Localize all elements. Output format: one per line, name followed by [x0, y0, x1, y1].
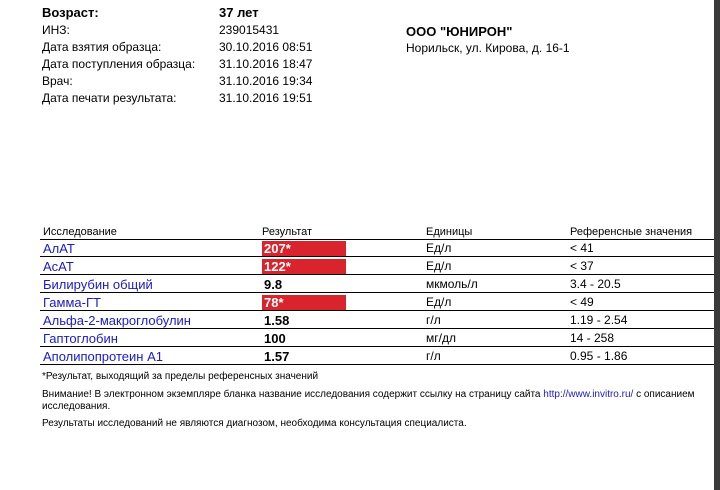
row-divider — [40, 310, 714, 311]
doctor-label: Врач: — [42, 74, 73, 88]
result-value — [262, 331, 346, 346]
attention-prefix: Внимание! В электронном экземпляре бланка название исследования содержит ссылку на страницу сайта — [42, 389, 544, 400]
attention-suffix: с описанием — [633, 389, 695, 400]
units-value: Ед/л — [426, 295, 452, 309]
sample-taken-label: Дата взятия образца: — [42, 40, 162, 54]
result-value — [262, 259, 346, 274]
reference-value: 14 - 258 — [570, 331, 615, 345]
row-divider — [40, 292, 714, 293]
result-text: 9.8 — [264, 277, 283, 292]
test-name-link[interactable]: Билирубин общий — [43, 277, 153, 292]
row-divider — [40, 346, 714, 347]
cut-off-header-line — [0, 0, 714, 3]
units-value: мкмоль/л — [426, 277, 478, 291]
table-header — [40, 225, 714, 239]
table-row — [40, 312, 714, 329]
result-value — [262, 277, 346, 292]
table-row — [40, 240, 714, 257]
inz-label: ИНЗ: — [42, 23, 70, 37]
result-value — [262, 313, 346, 328]
doctor-value: 31.10.2016 19:34 — [219, 74, 313, 88]
row-divider — [40, 364, 714, 365]
sample-received-label: Дата поступления образца: — [42, 57, 196, 71]
table-row — [40, 258, 714, 275]
table-row — [40, 348, 714, 365]
footnote: *Результат, выходящий за пределы референсных значений — [42, 371, 319, 382]
row-divider — [40, 256, 714, 257]
test-name-link[interactable]: АсАТ — [43, 259, 74, 274]
result-value — [262, 295, 346, 310]
table-row — [40, 276, 714, 293]
result-text: 1.57 — [264, 349, 290, 364]
reference-value: 1.19 - 2.54 — [570, 313, 628, 327]
result-text: 78* — [264, 295, 284, 310]
print-date-value: 31.10.2016 19:51 — [219, 91, 313, 105]
units-value: г/л — [426, 313, 441, 327]
test-name-link[interactable]: АлАТ — [43, 241, 75, 256]
result-text: 122* — [264, 259, 291, 274]
lab-address: Норильск, ул. Кирова, д. 16-1 — [406, 41, 570, 55]
header-result: Результат — [262, 226, 313, 238]
print-date-label: Дата печати результата: — [42, 91, 177, 105]
table-row — [40, 294, 714, 311]
reference-value: < 41 — [570, 241, 594, 255]
header-units: Единицы — [426, 226, 473, 238]
row-divider — [40, 274, 714, 275]
header-reference: Референсные значения — [570, 226, 693, 238]
row-divider — [40, 328, 714, 329]
header-test: Исследование — [43, 226, 117, 238]
sample-taken-value: 30.10.2016 08:51 — [219, 40, 313, 54]
sample-received-value: 31.10.2016 18:47 — [219, 57, 313, 71]
result-value — [262, 349, 346, 364]
result-text: 1.58 — [264, 313, 290, 328]
test-name-link[interactable]: Гаптоглобин — [43, 331, 118, 346]
attention-note-line2: исследования. — [42, 401, 111, 412]
lab-name: ООО "ЮНИРОН" — [406, 24, 513, 39]
units-value: г/л — [426, 349, 441, 363]
result-text: 100 — [264, 331, 286, 346]
invitro-link[interactable]: http://www.invitro.ru/ — [543, 389, 634, 400]
table-row — [40, 330, 714, 347]
units-value: Ед/л — [426, 241, 452, 255]
test-name-link[interactable]: Альфа-2-макроглобулин — [43, 313, 191, 328]
result-text: 207* — [264, 241, 291, 256]
attention-note — [42, 389, 695, 400]
reference-value: < 49 — [570, 295, 594, 309]
test-name-link[interactable]: Аполипопротеин А1 — [43, 349, 163, 364]
age-value: 37 лет — [219, 5, 259, 20]
reference-value: 0.95 - 1.86 — [570, 349, 628, 363]
age-label: Возраст: — [42, 5, 99, 20]
test-name-link[interactable]: Гамма-ГТ — [43, 295, 101, 310]
result-value — [262, 241, 346, 256]
disclaimer: Результаты исследований не являются диагнозом, необходима консультация специалиста. — [42, 418, 467, 429]
reference-value: 3.4 - 20.5 — [570, 277, 621, 291]
reference-value: < 37 — [570, 259, 594, 273]
units-value: мг/дл — [426, 331, 456, 345]
units-value: Ед/л — [426, 259, 452, 273]
inz-value: 239015431 — [219, 23, 280, 37]
